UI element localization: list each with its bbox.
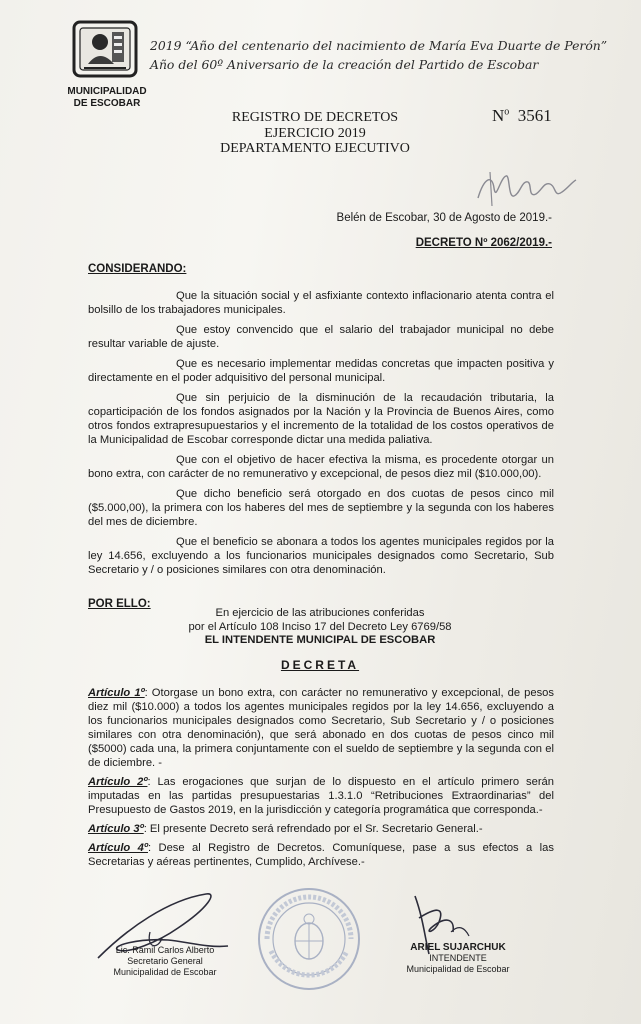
considerando-paragraph: Que con el objetivo de hacer efectiva la misma, es procedente otorgar un bono extra, con carácter de no remunerativo y excepcional, de pesos diez mil ($10.000,00). — [88, 454, 554, 480]
number-sup: o — [504, 106, 510, 118]
register-line2: EJERCICIO 2019 — [264, 125, 366, 141]
register-number — [492, 106, 552, 126]
left-signature-block — [100, 945, 230, 978]
motto-line2: Año del 60º Aniversario de la creación del Partido de Escobar — [150, 57, 539, 72]
org-name — [52, 86, 162, 110]
considerando-paragraph: Que es necesario implementar medidas concretas que impacten positiva y directamente en el poder adquisitivo del personal municipal. — [88, 358, 554, 384]
left-signer-name: Lic. Ramil Carlos Alberto — [115, 945, 215, 955]
por-ello-block — [150, 607, 490, 648]
considerando-paragraph: Que el beneficio se abonara a todos los agentes municipales regidos por la ley 14.656, excluyendo a los funcionarios municipales designados como Secretario, Sub Secretario y / o posiciones similares con otra denominación. — [88, 536, 554, 576]
register-line1: REGISTRO DE DECRETOS — [231, 110, 399, 125]
por-ello-line3: EL INTENDENTE MUNICIPAL DE ESCOBAR — [204, 634, 436, 646]
left-signer-org: Municipalidad de Escobar — [113, 967, 217, 977]
considerando-paragraph: Que dicho beneficio será otorgado en dos cuotas de pesos cinco mil ($5.000,00), la primera con los haberes del mes de septiembre y la segunda con los haberes del mes de diciembre. — [88, 488, 554, 528]
article-1 — [88, 686, 554, 770]
org-name-line1: MUNICIPALIDAD — [67, 86, 147, 97]
initials-signature-icon — [470, 168, 580, 210]
left-signer-title: Secretario General — [127, 956, 203, 966]
article-text: : El presente Decreto será refrendado por el Sr. Secretario General.- — [143, 823, 483, 835]
articles-block — [88, 686, 554, 869]
por-ello-line1: En ejercicio de las atribuciones conferidas — [215, 607, 425, 619]
por-ello-title: POR ELLO: — [88, 598, 151, 610]
decreta-label: DECRETA — [280, 658, 360, 672]
org-name-line2: DE ESCOBAR — [73, 98, 141, 109]
article-label: Artículo 1º — [88, 687, 145, 699]
por-ello-line2: por el Artículo 108 Inciso 17 del Decreto Ley 6769/58 — [188, 620, 452, 633]
article-label: Artículo 2º — [88, 776, 148, 788]
article-label: Artículo 4º — [88, 842, 148, 854]
article-text: : Dese al Registro de Decretos. Comuníquese, pase a sus efectos a las Secretarias y aéreas pertinentes, Cumplido, Archívese.- — [88, 842, 554, 868]
right-signature-block — [398, 942, 518, 975]
decreta-heading — [150, 659, 490, 674]
considerando-title: CONSIDERANDO: — [88, 263, 187, 275]
right-signer-title: INTENDENTE — [429, 953, 487, 963]
article-text: : Las erogaciones que surjan de lo dispuesto en el artículo primero serán imputadas en las partidas presupuestarias 1.3.1.0 “Retribuciones Extraordinarias” del Presupuesto de Gastos 2019, en la jurisdicción y categoría programática que corresponda.- — [88, 776, 554, 816]
place-date: Belén de Escobar, 30 de Agosto de 2019.- — [336, 212, 552, 224]
article-label: Artículo 3º — [88, 823, 144, 835]
motto-line1: 2019 “Año del centenario del nacimiento de María Eva Duarte de Perón” — [150, 38, 608, 53]
register-line3: DEPARTAMENTO EJECUTIVO — [220, 141, 410, 156]
right-signer-org: Municipalidad de Escobar — [406, 964, 510, 974]
number-value: 3561 — [517, 106, 552, 125]
article-3 — [88, 822, 554, 836]
article-4 — [88, 841, 554, 869]
municipal-logo-icon — [70, 18, 140, 80]
right-signer-name: ARIEL SUJARCHUK — [410, 942, 506, 953]
decree-number: DECRETO Nº 2062/2019.- — [415, 237, 552, 249]
considerando-paragraph: Que la situación social y el asfixiante contexto inflacionario atenta contra el bolsillo de los trabajadores municipales. — [88, 290, 554, 316]
considerando-paragraph: Que sin perjuicio de la disminución de la recaudación tributaria, la coparticipación de los fondos asignados por la Nación y la Provincia de Buenos Aires, como otros fondos extrapresupuestarios y el incremento de la totalidad de los costos operativos de la Municipalidad de Escobar corresponde dictar una medida paliativa. — [88, 392, 554, 446]
number-label: N — [492, 106, 505, 125]
considerando-body — [88, 289, 554, 577]
article-2 — [88, 775, 554, 817]
article-text: : Otorgase un bono extra, con carácter no remunerativo y excepcional, de pesos diez mil ($10.000) a todos los agentes municipales regidos por la ley 14.656, excluyendo a los funcionarios municipales designados como Secretario, Sub Secretario y / o posiciones similares con otra denominación), que será abonado en dos cuotas de pesos cinco mil ($5000) cada una, la primera conjuntamente con el sueldo de septiembre y la segunda con el de diciembre. - — [88, 687, 554, 769]
considerando-paragraph: Que estoy convencido que el salario del trabajador municipal no debe resultar variable de ajuste. — [88, 324, 554, 350]
register-heading — [190, 110, 440, 157]
official-seal-icon — [255, 885, 363, 993]
